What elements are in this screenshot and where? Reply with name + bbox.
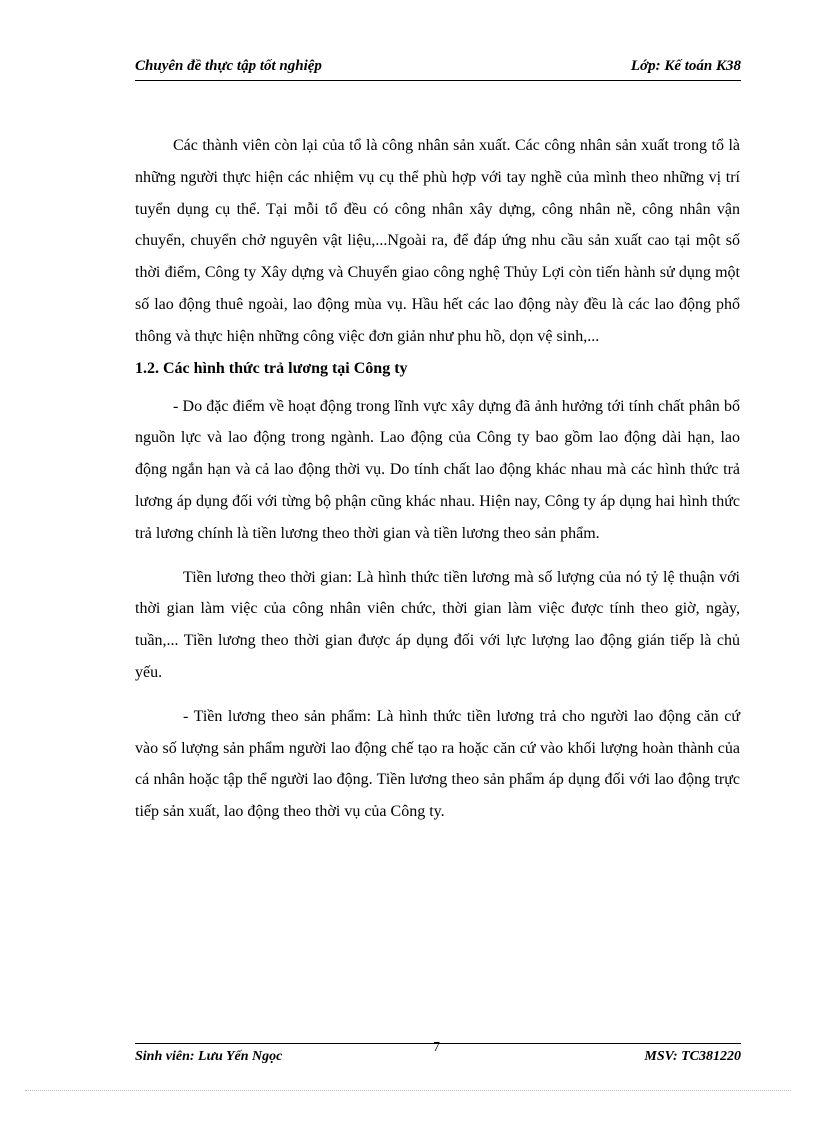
paragraph-product-wage: - Tiền lương theo sản phẩm: Là hình thức tiền lương trả cho người lao động căn cứ vào số lượng sản phẩm người lao động chế tạo ra hoặc căn cứ vào khối lượng hoàn thành của cá nhân hoặc tập thể người lao động. Tiền lương theo sản phẩm áp dụng đối với lao động trực tiếp sản xuất, lao động theo thời vụ của Công ty.	[135, 707, 740, 821]
document-body	[135, 130, 740, 828]
header-class: Lớp: Kế toán K38	[630, 58, 741, 74]
section-heading: 1.2. Các hình thức trả lương tại Công ty	[135, 359, 408, 377]
page-bottom-divider	[25, 1090, 791, 1091]
header-title: Chuyên đề thực tập tốt nghiệp	[135, 58, 322, 74]
footer-student: Sinh viên: Lưu Yến Ngọc	[135, 1049, 283, 1064]
paragraph-wage-forms: - Do đặc điểm về hoạt động trong lĩnh vực xây dựng đã ảnh hưởng tới tính chất phân bổ nguồn lực và lao động trong ngành. Lao động của Công ty bao gồm lao động dài hạn, lao động ngắn hạn và cả lao động thời vụ. Do tính chất lao động khác nhau mà các hình thức trả lương áp dụng đối với từng bộ phận cũng khác nhau. Hiện nay, Công ty áp dụng hai hình thức trả lương chính là tiền lương theo thời gian và tiền lương theo sản phẩm.	[135, 397, 740, 542]
page-footer	[135, 1040, 741, 1068]
footer-student-id: MSV: TC381220	[644, 1049, 741, 1064]
paragraph-time-wage: Tiền lương theo thời gian: Là hình thức tiền lương mà số lượng của nó tỷ lệ thuận với thời gian làm việc của công nhân viên chức, thời gian làm việc được tính theo giờ, ngày, tuần,... Tiền lương theo thời gian được áp dụng đối với lực lượng lao động gián tiếp là chủ yếu.	[135, 568, 740, 681]
page-header	[135, 58, 741, 81]
paragraph-workers: Các thành viên còn lại của tổ là công nhân sản xuất. Các công nhân sản xuất trong tổ là những người thực hiện các nhiệm vụ cụ thể phù hợp với tay nghề của mình theo những vị trí tuyển dụng cụ thể. Tại mỗi tổ đều có công nhân xây dựng, công nhân nề, công nhân vận chuyển, chuyển chở nguyên vật liệu,...Ngoài ra, để đáp ứng nhu cầu sản xuất cao tại một số thời điểm, Công ty Xây dựng và Chuyển giao công nghệ Thủy Lợi còn tiến hành sử dụng một số lao động thuê ngoài, lao động mùa vụ. Hầu hết các lao động này đều là các lao động phổ thông và thực hiện những công việc đơn giản như phu hồ, dọn vệ sinh,...	[135, 137, 740, 345]
page-number: 7	[433, 1040, 440, 1055]
